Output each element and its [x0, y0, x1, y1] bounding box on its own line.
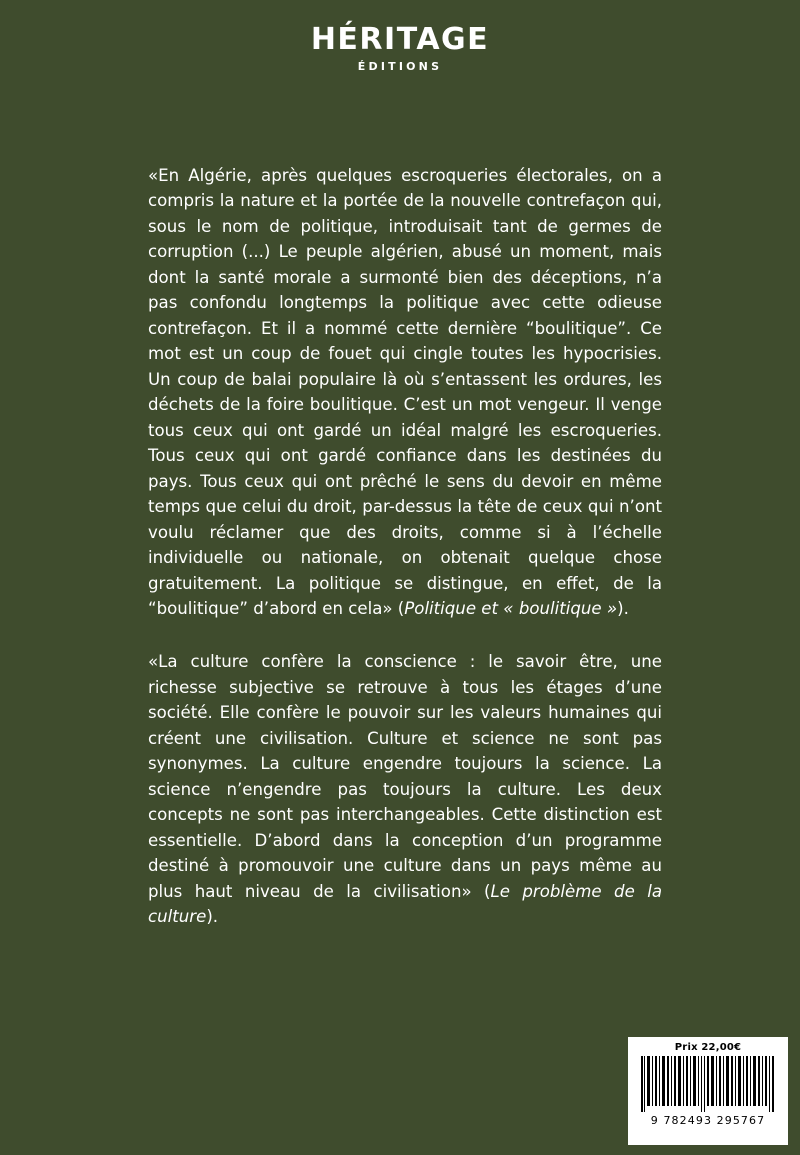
quote-block	[148, 163, 662, 621]
price-label: Prix 22,00€	[674, 1042, 742, 1053]
publisher-subtitle: ÉDITIONS	[357, 59, 443, 73]
publisher-logo	[0, 24, 800, 73]
quote-block	[148, 649, 662, 929]
quotes-container	[148, 163, 662, 930]
quote-text: «En Algérie, après quelques escroqueries électorales, on a compris la nature et la portée de la nouvelle contrefaçon qui, sous le nom de politique, introduisait tant de germes de corruption (...) Le peuple algérien, abusé un moment, mais dont la santé morale a surmonté bien des déceptions, n’a pas confondu longtemps la politique avec cette odieuse contrefaçon. Et il a nommé cette dernière “boulitique”. Ce mot est un coup de fouet qui cingle toutes les hypocrisies. Un coup de balai populaire là où s’entassent les ordures, les déchets de la foire boulitique. C’est un mot vengeur. Il venge tous ceux qui ont gardé un idéal malgré les escroqueries. Tous ceux qui ont gardé confiance dans les destinées du pays. Tous ceux qui ont prêché le sens du devoir en même temps que celui du droit, par-dessus la tête de ceux qui n’ont voulu réclamer que des droits, comme si à l’échelle individuelle ou nationale, on obtenait quelque chose gratuitement. La politique se distingue, en effet, de la “boulitique” d’abord en cela» (	[148, 166, 662, 618]
quote-tail: ).	[206, 907, 219, 927]
quote-source: Politique et « boulitique »	[404, 598, 618, 618]
barcode-digits: 9 782493 295767	[650, 1114, 766, 1127]
quote-tail: ).	[617, 598, 629, 618]
barcode-icon	[641, 1056, 775, 1112]
barcode-panel	[628, 1037, 788, 1145]
quote-source: Le problème de la culture	[148, 881, 662, 927]
quote-text: «La culture confère la conscience : le savoir être, une richesse subjective se retrouve à tous les étages d’une société. Elle confère le pouvoir sur les valeurs humaines qui créent une civilisation. Culture et science ne sont pas synonymes. La culture engendre toujours la science. La science n’engendre pas toujours la culture. Les deux concepts ne sont pas interchangeables. Cette distinction est essentielle. D’abord dans la conception d’un programme destiné à promouvoir une culture dans un pays même au plus haut niveau de la civilisation» (	[148, 652, 662, 901]
publisher-name: HÉRITAGE	[310, 22, 490, 57]
